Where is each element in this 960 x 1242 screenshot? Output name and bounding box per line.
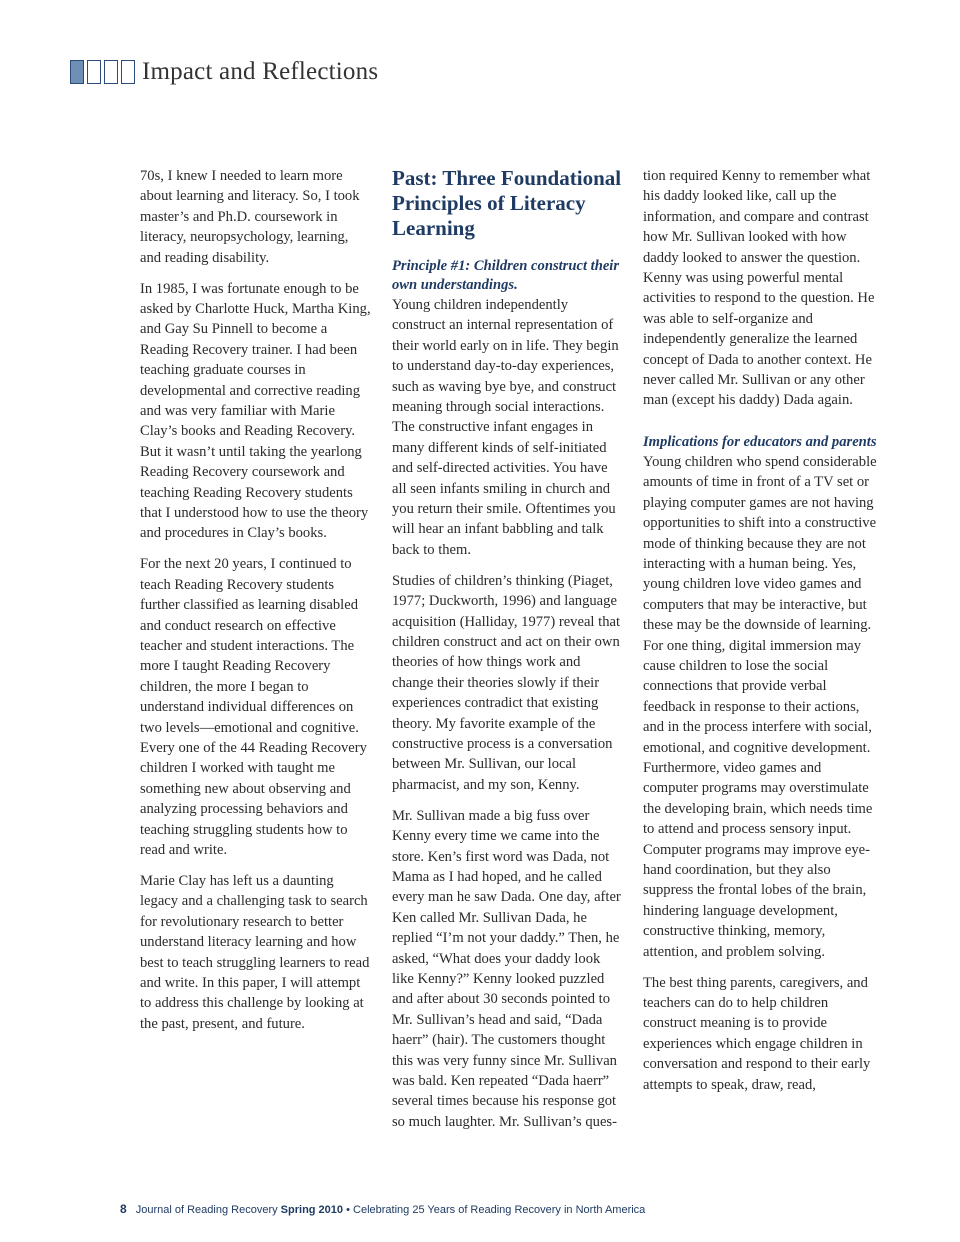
header-square-filled [70,60,84,84]
column-left [140,166,372,1045]
paragraph: In 1985, I was fortunate enough to be asked by Charlotte Huck, Martha King, and Gay Su Pinnell to become a Reading Recovery trainer. I had been teaching graduate courses in developmental and corrective reading and was very familiar with Marie Clay’s books and Reading Recovery. But it wasn’t until taking the yearlong Reading Recovery coursework and teaching Reading Recovery students that I understood how to use the theory and procedures in Clay’s books. [140,280,371,542]
footer-separator: • [346,1204,350,1216]
header-square [121,60,135,84]
section-header-title: Impact and Reflections [142,58,379,85]
journal-name: Journal of Reading Recovery [135,1204,278,1216]
paragraph: Mr. Sullivan made a big fuss over Kenny every time we came into the store. Ken’s first word was Dada, not Mama as I had hoped, and he called every man he saw Dada. One day, after Ken called Mr. Sullivan Dada, he replied “I’m not your daddy.” Then, he asked, “What does your daddy look like Kenny?” Kenny looked puzzled and after about 30 seconds pointed to Mr. Sullivan’s head and said, “Dada haerr” (hair). The customers thought this was very funny since Mr. Sullivan was bald. Ken repeated “Dada haerr” several times because his response got so much laughter. Mr. Sullivan’s ques- [392,807,621,1130]
paragraph: Studies of children’s thinking (Piaget, 1977; Duckworth, 1996) and language acquisition (Halliday, 1977) reveal that children construct and act on their own theories of how things work and change their theories slowly if their experiences contradict that existing theory. My favorite example of the constructive process is a conversation between Mr. Sullivan, our local pharmacist, and my son, Kenny. [392,572,621,793]
paragraph: Young children independently construct an internal representation of their world early on in life. They begin to understand day-to-day experiences, such as waving bye bye, and construct meaning through social interactions. The constructive infant engages in many different kinds of self-initiated and self-directed activities. You have all seen infants smiling in church and you return their smile. Oftentimes you will hear an infant babbling and talk back to them. [392,297,619,558]
paragraph: tion required Kenny to remember what his daddy looked like, call up the information, and compare and contrast how Mr. Sullivan looked with how daddy looked to answer the question. Kenny was using powerful mental activities to respond to the question. He was able to self-organize and independently generalize the learned concept of Dada to another context. He never called Mr. Sullivan or any other man (except his daddy) Dada again. [643,168,875,409]
column-middle [392,166,624,1143]
header-square [104,60,118,84]
paragraph: Marie Clay has left us a daunting legacy and a challenging task to search for revolutionary research to better understand literacy learning and how best to teach struggling learners to read and write. In this paper, I will attempt to address this challenge by looking at the past, present, and future. [140,872,370,1032]
header-squares-icon [70,60,135,84]
implications-heading: Implications for educators and parents [643,433,877,450]
principle-heading: Principle #1: Children construct their own understandings. [392,258,620,293]
column-right [643,166,879,1105]
page-footer [120,1202,645,1216]
article-section-title: Past: Three Foundational Principles of Literacy Learning [392,166,622,240]
paragraph: For the next 20 years, I continued to teach Reading Recovery students further classified as learning disabled and conduct research on effective teacher and student interactions. The more I taught Reading Recovery children, the more I began to understand individual differences on two levels—emotional and cognitive. Every one of the 44 Reading Recovery children I worked with taught me something new about observing and analyzing processing behaviors and teaching struggling students how to read and write. [140,556,367,858]
page-header [70,55,378,89]
paragraph: Young children who spend considerable amounts of time in front of a TV set or playing computer games are not having opportunities to shift into a constructive mode of thinking because they are not interacting with a human being. Yes, young children love video games and computers that may be interactive, but these may be the downside of learning. For one thing, digital immersion may cause children to lose the social connections that provide verbal feedback in response to their actions, and in the process interfere with social, emotional, and cognitive development. Furthermore, video games and computer programs may overstimulate the developing brain, which needs time to attend and process sensory input. Computer programs may improve eye-hand coordination, but they also suppress the frontal lobes of the brain, hindering language development, constructive thinking, memory, attention, and problem solving. [643,453,877,960]
footer-tagline: Celebrating 25 Years of Reading Recovery in North America [353,1204,646,1216]
paragraph: The best thing parents, caregivers, and teachers can do to help children construct meaning is to provide experiences which engage children in conversation and respond to their early attempts to speak, draw, read, [643,974,871,1093]
issue-label: Spring 2010 [280,1204,344,1216]
page-number: 8 [120,1202,127,1216]
header-square [87,60,101,84]
paragraph: 70s, I knew I needed to learn more about learning and literacy. So, I took master’s and Ph.D. coursework in literacy, neuropsychology, learning, and reading disability. [140,168,360,266]
